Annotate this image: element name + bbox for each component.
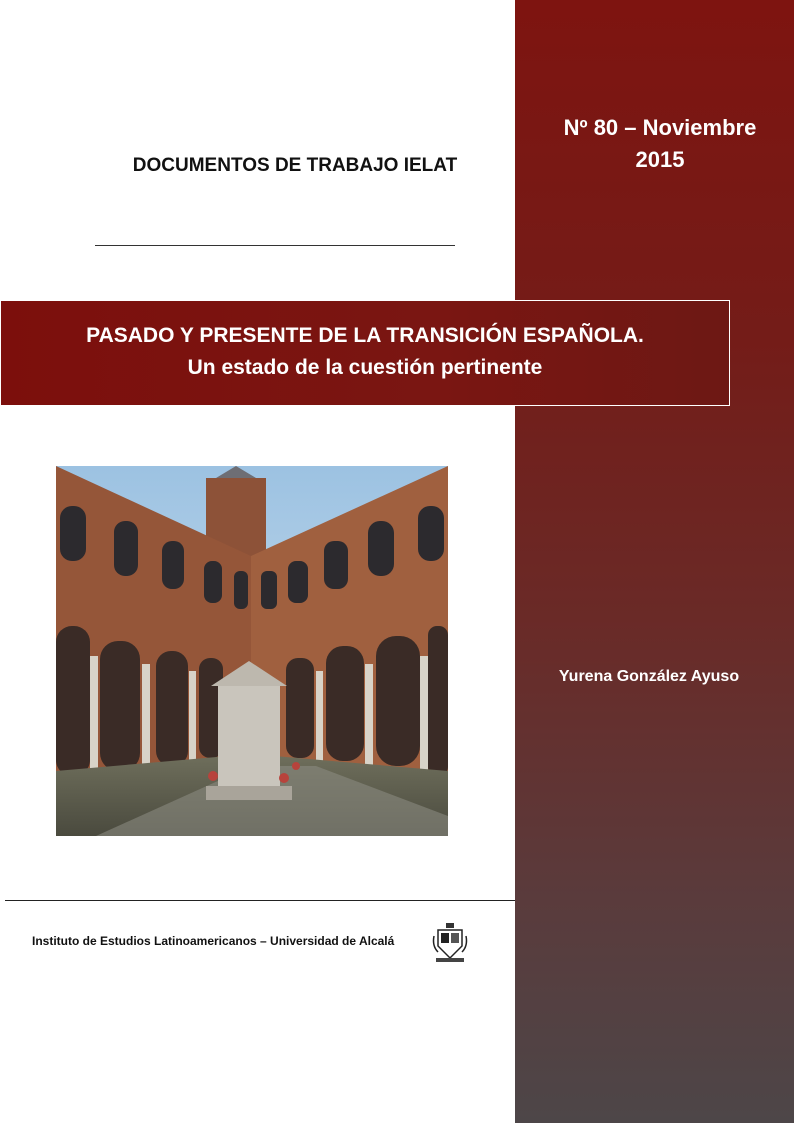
author-name: Yurena González Ayuso	[558, 668, 740, 685]
document-subtitle: Un estado de la cuestión pertinente	[187, 356, 543, 379]
title-band	[0, 300, 730, 406]
series-title: DOCUMENTOS DE TRABAJO IELAT	[132, 155, 458, 176]
divider-top	[95, 245, 455, 246]
issue-line-1: Nº 80 – Noviembre	[563, 115, 757, 140]
issue-number	[530, 112, 790, 176]
institute-name: Instituto de Estudios Latinoamericanos – Universidad de Alcalá	[32, 934, 395, 948]
cloister-courtyard-photo	[56, 466, 448, 836]
university-seal-icon	[430, 922, 470, 964]
document-title: PASADO Y PRESENTE DE LA TRANSICIÓN ESPAÑOLA.	[86, 324, 644, 347]
issue-line-2: 2015	[635, 147, 685, 172]
divider-bottom	[5, 900, 515, 901]
